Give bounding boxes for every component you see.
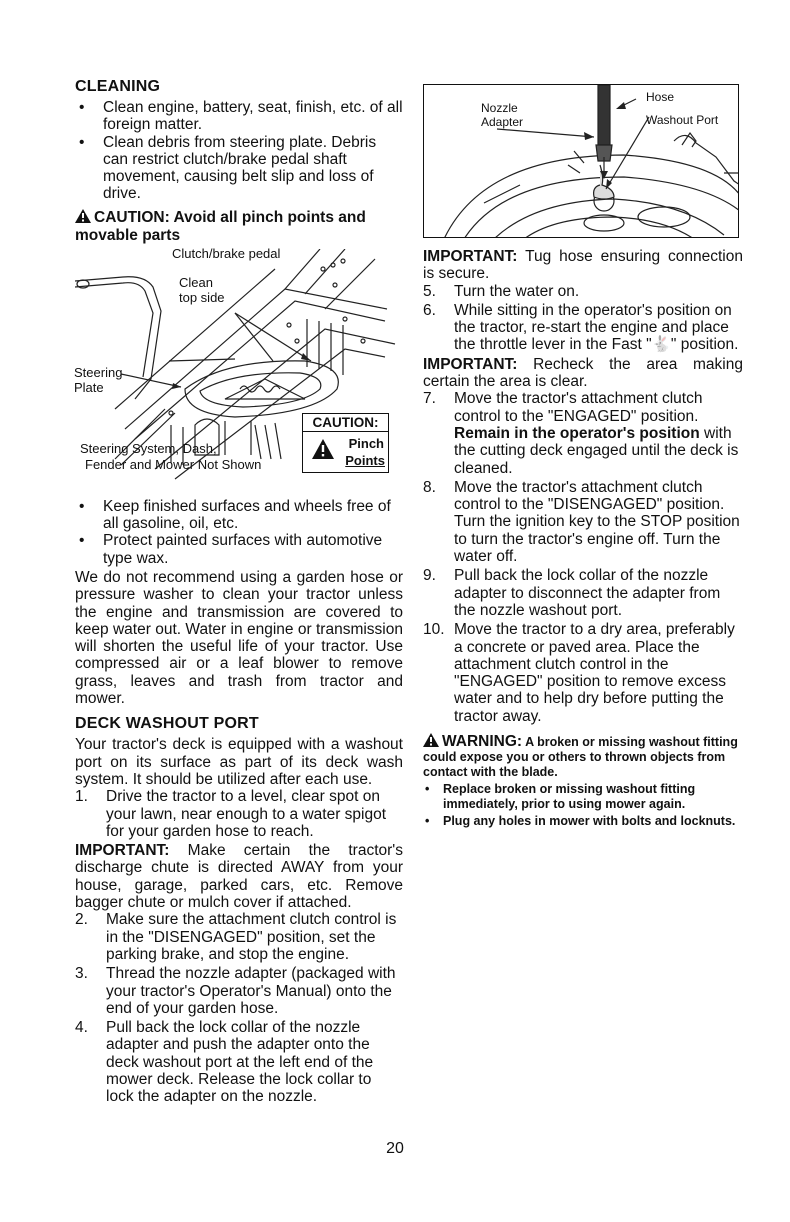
caution-box-title: CAUTION: (303, 415, 388, 432)
list-item (423, 567, 743, 619)
steering-label: Steering (74, 364, 123, 380)
deck-washout-heading: DECK WASHOUT PORT (75, 715, 259, 733)
step-number: 3. (75, 965, 88, 983)
list-item (75, 965, 403, 1017)
important-note-1 (75, 842, 403, 911)
step-number: 1. (75, 788, 88, 806)
caution-text: CAUTION: Avoid all pinch points and movable parts (75, 208, 366, 244)
list-item (423, 390, 743, 476)
steps-list-3 (423, 283, 743, 354)
steering-plate-figure (74, 245, 403, 495)
list-item (75, 1019, 403, 1105)
steps-list-4 (423, 390, 743, 725)
step-number: 6. (423, 301, 436, 319)
step-text: Move the tractor's attachment clutch control to the "DISENGAGED" position. Turn the ignition key to the STOP position to turn the tractor's engine off. Turn the water off. (454, 478, 740, 566)
important-text: Recheck the area making certain the area is clear. (423, 355, 743, 391)
list-item: • Clean debris from steering plate. Debris can restrict clutch/brake pedal shaft movement, causing belt slip and loss of drive. (75, 134, 403, 203)
page-number: 20 (386, 1140, 404, 1157)
step-text: Move the tractor's attachment clutch control to the "ENGAGED" position. (454, 390, 703, 425)
important-note-2 (423, 248, 743, 283)
step-text: Pull back the lock collar of the nozzle adapter and push the adapter onto the deck washout port at the left end of the mower deck. Release the lock collar to lock the adapter on the nozzle. (106, 1019, 374, 1106)
list-item: • Keep finished surfaces and wheels free of all gasoline, oil, etc. (75, 498, 403, 533)
step-text: While sitting in the operator's position on the tractor, re-start the engine and place the throttle lever in the Fast "🐇" position. (454, 301, 739, 354)
caution-box-points: Points (345, 452, 385, 468)
important-text: Make certain the tractor's discharge chute is directed AWAY from your house, garage, parked cars, etc. Remove bagger chute or mulch cover if attached. (75, 842, 403, 912)
hose-label: Hose (646, 90, 675, 104)
clean-label: Clean (179, 274, 213, 290)
nozzle-label: Nozzle (481, 101, 518, 115)
cleaning-bullets (75, 99, 403, 203)
list-item (423, 479, 743, 565)
list-item (75, 788, 403, 840)
clutch-brake-pedal-label: Clutch/brake pedal (172, 245, 281, 261)
step-number: 5. (423, 282, 436, 300)
warning-note (423, 733, 743, 780)
top-side-label: top side (179, 289, 225, 305)
list-item (423, 283, 743, 300)
right-column (423, 78, 743, 831)
step-text: Turn the water on. (454, 282, 580, 300)
important-label: IMPORTANT: (75, 842, 170, 860)
important-label: IMPORTANT: (423, 248, 518, 265)
adapter-label: Adapter (481, 115, 524, 129)
washout-port-illustration (424, 85, 739, 238)
step-text: with the cutting deck engaged until the deck is cleaned. (454, 424, 739, 477)
list-item: • Clean engine, battery, seat, finish, etc. of all foreign matter. (75, 99, 403, 134)
list-item: • Protect painted surfaces with automotive type wax. (75, 532, 403, 567)
caution-note (75, 209, 403, 245)
important-text: Tug hose ensuring connection is secure. (423, 248, 743, 283)
step-text: Move the tractor to a dry area, preferably a concrete or paved area. Place the attachment clutch control in the "ENGAGED" position to remove excess water and to help dry before putting the tractor away. (454, 621, 735, 725)
step-number: 7. (423, 390, 436, 408)
step-number: 4. (75, 1019, 88, 1037)
step-text: Thread the nozzle adapter (packaged with your tractor's Operator's Manual) onto the end of your garden hose. (106, 965, 396, 1017)
warning-triangle-icon (423, 733, 439, 747)
step-number: 8. (423, 478, 436, 496)
figure-note-line1: Steering System, Dash, (80, 440, 217, 456)
caution-box-pinch: Pinch (348, 435, 384, 451)
warning-triangle-icon (312, 439, 334, 459)
step-number: 9. (423, 567, 436, 585)
steps-list-1 (75, 788, 403, 840)
caution-pinch-points-box (302, 413, 389, 473)
list-item: • Replace broken or missing washout fitting immediately, prior to using mower again. (423, 782, 743, 812)
step-text: Pull back the lock collar of the nozzle adapter to disconnect the adapter from the nozzle washout port. (454, 567, 721, 619)
step-text: Make sure the attachment clutch control is in the "DISENGAGED" position, set the parking brake, and stop the engine. (106, 911, 397, 963)
washout-port-figure (423, 84, 739, 238)
warning-triangle-icon (75, 209, 91, 223)
list-item: • Plug any holes in mower with bolts and locknuts. (423, 814, 743, 829)
important-note-3 (423, 356, 743, 391)
list-item (423, 621, 743, 725)
cleaning-heading: CLEANING (75, 78, 161, 95)
step-bold-text: Remain in the operator's position (454, 424, 700, 442)
figure-note-line2: Fender and Mower Not Shown (85, 456, 262, 472)
warning-heading: WARNING: (442, 733, 523, 751)
left-column (75, 78, 403, 1108)
plate-label: Plate (74, 379, 104, 395)
hose-paragraph: We do not recommend using a garden hose or pressure washer to clean your tractor unless the engine and transmission are covered to keep water out. Water in engine or transmission will shorten the useful life of your tractor. Use compressed air or a leaf blower to remove grass, leaves and trash from tractor and mower. (75, 568, 403, 708)
list-item (423, 302, 743, 354)
warning-text: A broken or missing washout fitting could expose you or others to thrown objects from contact with the blade. (423, 735, 738, 780)
deck-intro: Your tractor's deck is equipped with a washout port on its surface as part of its deck wash system. It should be utilized after each use. (75, 736, 403, 788)
surface-bullets (75, 498, 403, 567)
step-number: 2. (75, 911, 88, 929)
warning-bullets (423, 782, 743, 829)
important-label: IMPORTANT: (423, 355, 518, 373)
step-text: Drive the tractor to a level, clear spot on your lawn, near enough to a water spigot for your garden hose to reach. (106, 788, 387, 840)
steps-list-2 (75, 911, 403, 1105)
step-number: 10. (423, 621, 445, 639)
washout-port-label: Washout Port (646, 113, 719, 127)
list-item (75, 911, 403, 963)
